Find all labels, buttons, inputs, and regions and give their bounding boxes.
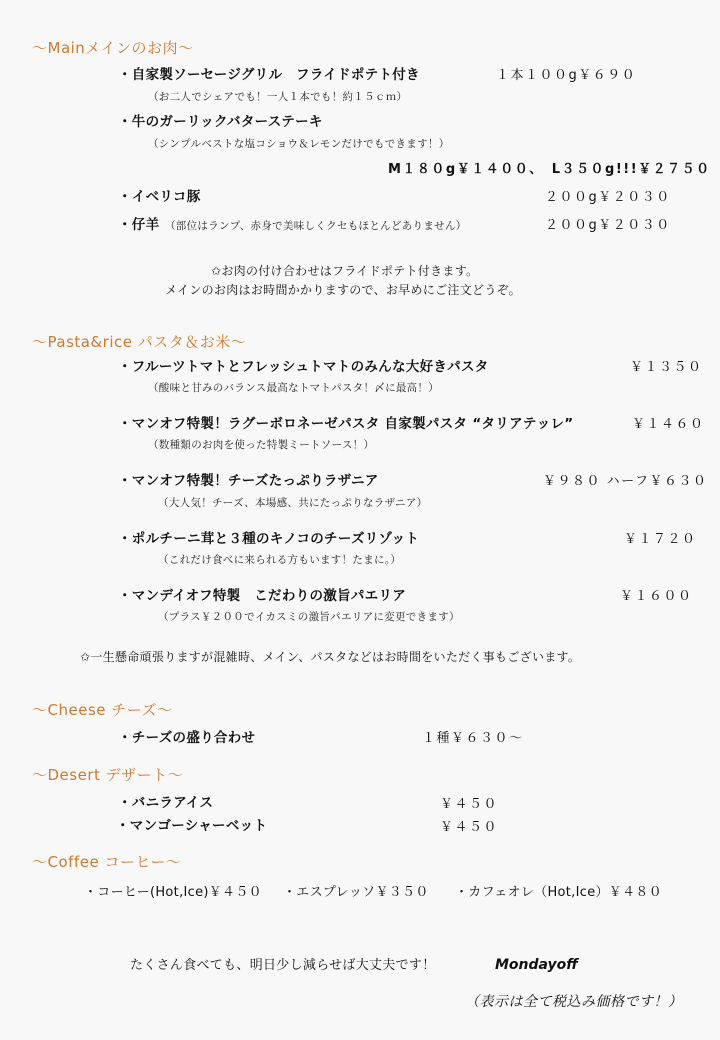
menu-item-name: ・マンオフ特製！ラグーボロネーゼパスタ 自家製パスタ “タリアテッレ” [118, 416, 574, 432]
menu-item-name: ・自家製ソーセージグリル フライドポテト付き [118, 67, 420, 83]
menu-item-note: （これだけ食べに来られる方もいます！たまに。） [158, 554, 402, 566]
menu-item-note: （部位はランプ、赤身で美味しくクセもほとんどありません） [165, 220, 467, 232]
section-heading-coffee: ～Coffee コーヒー～ [32, 853, 182, 871]
footer-message: たくさん食べても、明日少し減らせば大丈夫です！ [130, 958, 436, 973]
announcement: ✩お肉の付け合わせはフライドポテト付きます。 [211, 264, 479, 278]
section-heading-pasta: ～Pasta&rice パスタ＆お米～ [32, 333, 247, 351]
menu-item-price: ￥４５０ [440, 797, 499, 812]
menu-item-name: ・マンオフ特製！チーズたっぷりラザニア [118, 473, 379, 489]
tax-note: （表示は全て税込み価格です！） [465, 994, 683, 1010]
menu-item-price: M１８０g￥１４００、 L３５０g!!!￥２７５０ [388, 162, 711, 177]
menu-item-price: ￥１７２０ [624, 532, 697, 547]
menu-item-note: （大人気！チーズ、本場感、共にたっぷりなラザニア） [158, 497, 428, 509]
menu-item-note: （お二人でシェアでも！一人１本でも！約１５ｃｍ） [148, 91, 408, 103]
menu-item-note: （酸味と甘みのバランス最高なトマトパスタ！〆に最高！） [148, 382, 440, 394]
brand-name: Mondayoff [495, 957, 578, 973]
menu-item-espresso: ・エスプレッソ￥３５０ [283, 885, 429, 900]
announcement: メインのお肉はお時間かかりますので、お早めにご注文どうぞ。 [165, 283, 521, 297]
menu-item-price: ２００g￥２０３０ [545, 218, 671, 233]
menu-item-name: ・仔羊 [118, 217, 160, 233]
menu-item-name: ・バニラアイス [118, 795, 214, 811]
menu-item-price: ２００g￥２０３０ [545, 190, 671, 205]
menu-item-price: ￥１６００ [620, 589, 693, 604]
menu-item-name: ・マンデイオフ特製 こだわりの激旨パエリア [118, 588, 407, 604]
menu-item-name: ・フルーツトマトとフレッシュトマトのみんな大好きパスタ [118, 359, 489, 375]
menu-item-price: ￥９８０ ハーフ￥６３０ [543, 474, 708, 489]
menu-item-coffee: ・コーヒー(Hot,Ice)￥４５０ [84, 885, 262, 900]
section-heading-main: ～Mainメインのお肉～ [32, 39, 194, 57]
menu-item-name: ・ポルチーニ茸と３種のキノコのチーズリゾット [118, 531, 420, 547]
menu-item-note: （数種類のお肉を使った特製ミートソース！） [148, 439, 375, 451]
menu-item-name: ・マンゴーシャーベット [116, 818, 268, 834]
section-heading-cheese: ～Cheese チーズ～ [32, 701, 173, 719]
menu-item-note: （シンプルベストな塩コショウ＆レモンだけでもできます！） [148, 138, 450, 150]
menu-item-price: １種￥６３０～ [422, 731, 524, 746]
menu-item-name: ・牛のガーリックバターステーキ [118, 114, 323, 130]
menu-item-cafe-au-lait: ・カフェオレ（Hot,Ice）￥４８０ [455, 885, 662, 900]
menu-item-name: ・イベリコ豚 [118, 189, 201, 205]
section-heading-dessert: ～Desert デザート～ [32, 766, 184, 784]
menu-item-price: ￥１４６０ [632, 417, 705, 432]
menu-item-note: （プラス￥２００でイカスミの激旨パエリアに変更できます） [158, 611, 460, 623]
announcement: ✩一生懸命頑張りますが混雑時、メイン、パスタなどはお時間をいただく事もございます。 [80, 650, 581, 664]
menu-item-price: ￥４５０ [440, 820, 499, 835]
menu-item-name: ・チーズの盛り合わせ [118, 730, 256, 746]
menu-item-price: １本１００g￥６９０ [496, 68, 637, 83]
menu-item-price: ￥１３５０ [630, 360, 703, 375]
